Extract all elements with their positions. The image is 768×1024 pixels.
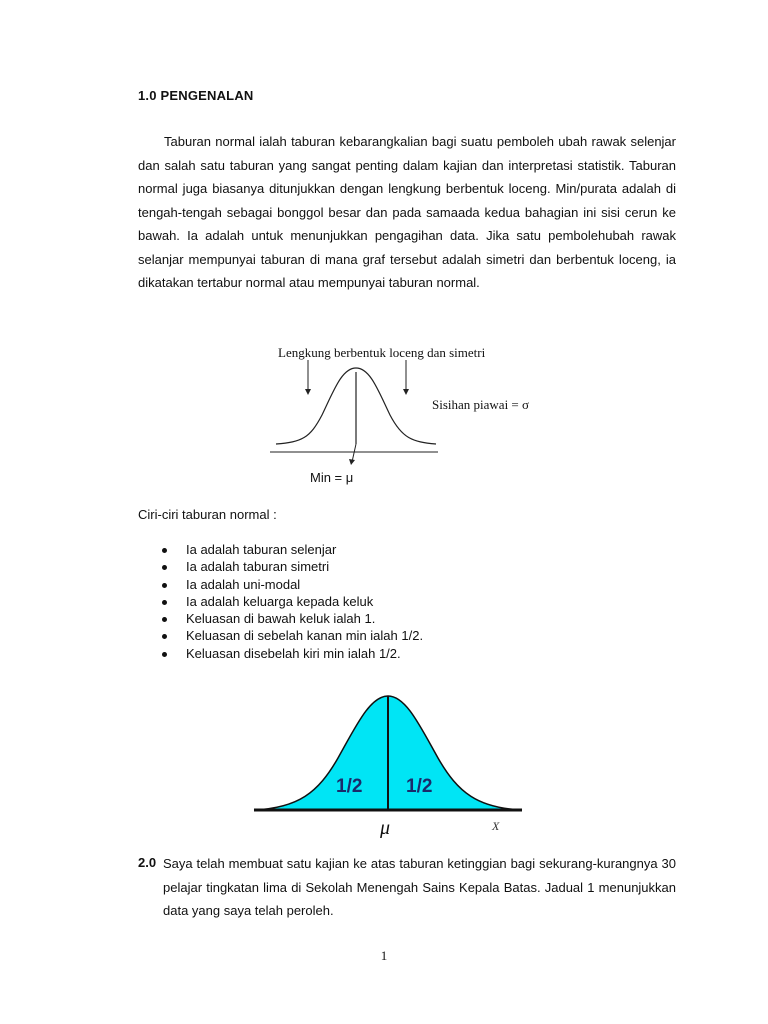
list-item: Keluasan di bawah keluk ialah 1.: [160, 610, 423, 627]
mean-label: Min = μ: [310, 470, 354, 485]
bullet-icon: [162, 617, 167, 622]
characteristics-title: Ciri-ciri taburan normal :: [138, 507, 277, 522]
list-item: Ia adalah taburan selenjar: [160, 541, 423, 558]
filled-bell-curve: [248, 688, 530, 838]
section-number: 2.0: [138, 855, 157, 870]
list-item: Keluasan disebelah kiri min ialah 1/2.: [160, 645, 423, 662]
list-item: Ia adalah taburan simetri: [160, 558, 423, 575]
mu-label: μ: [380, 817, 391, 838]
bullet-icon: [162, 652, 167, 657]
bullet-icon: [162, 600, 167, 605]
min-arrow-head: [349, 459, 355, 465]
x-axis-label: X: [492, 819, 500, 833]
page-number: 1: [380, 948, 388, 963]
right-arrow-head: [403, 389, 409, 395]
std-dev-label: Sisihan piawai = σ: [432, 397, 530, 412]
bell-curve-figure: [262, 340, 562, 490]
bullet-icon: [162, 634, 167, 639]
bell-curve-diagram: [262, 340, 562, 490]
bullet-icon: [162, 548, 167, 553]
list-item: Keluasan di sebelah kanan min ialah 1/2.: [160, 627, 423, 644]
bullet-icon: [162, 583, 167, 588]
filled-bell-curve-figure: [248, 688, 530, 838]
section2-paragraph: Saya telah membuat satu kajian ke atas taburan ketinggian bagi sekurang-kurangnya 30 pelajar tingkatan lima di Sekolah Menengah Sains Kepala Batas. Jadual 1 menunjukkan data yang saya telah peroleh.: [163, 856, 676, 918]
left-arrow-head: [305, 389, 311, 395]
list-item: Ia adalah uni-modal: [160, 576, 423, 593]
bullet-icon: [162, 565, 167, 570]
intro-paragraph: Taburan normal ialah taburan kebarangkalian bagi suatu pemboleh ubah rawak selenjar dan salah satu taburan yang sangat penting dalam kajian dan interpretasi statistik. Taburan normal juga biasanya ditunjukkan dengan lengkung berbentuk loceng. Min/purata adalah di tengah-tengah sebagai bonggol besar dan pada samaada kedua bahagian ini sisi cerun ke bawah. Ia adalah untuk menunjukkan pengagihan data. Jika satu pembolehubah rawak selanjar mempunyai taburan di mana graf tersebut adalah simetri dan berbentuk loceng, ia dikatakan tertabur normal atau mempunyai taburan normal.: [138, 134, 676, 290]
section-heading: 1.0 PENGENALAN: [138, 88, 254, 103]
left-half-label: 1/2: [336, 776, 363, 797]
characteristics-list: [160, 541, 423, 662]
right-half-label: 1/2: [406, 776, 433, 797]
list-item: Ia adalah keluarga kepada keluk: [160, 593, 423, 610]
curve-title-label: Lengkung berbentuk loceng dan simetri: [278, 345, 486, 360]
